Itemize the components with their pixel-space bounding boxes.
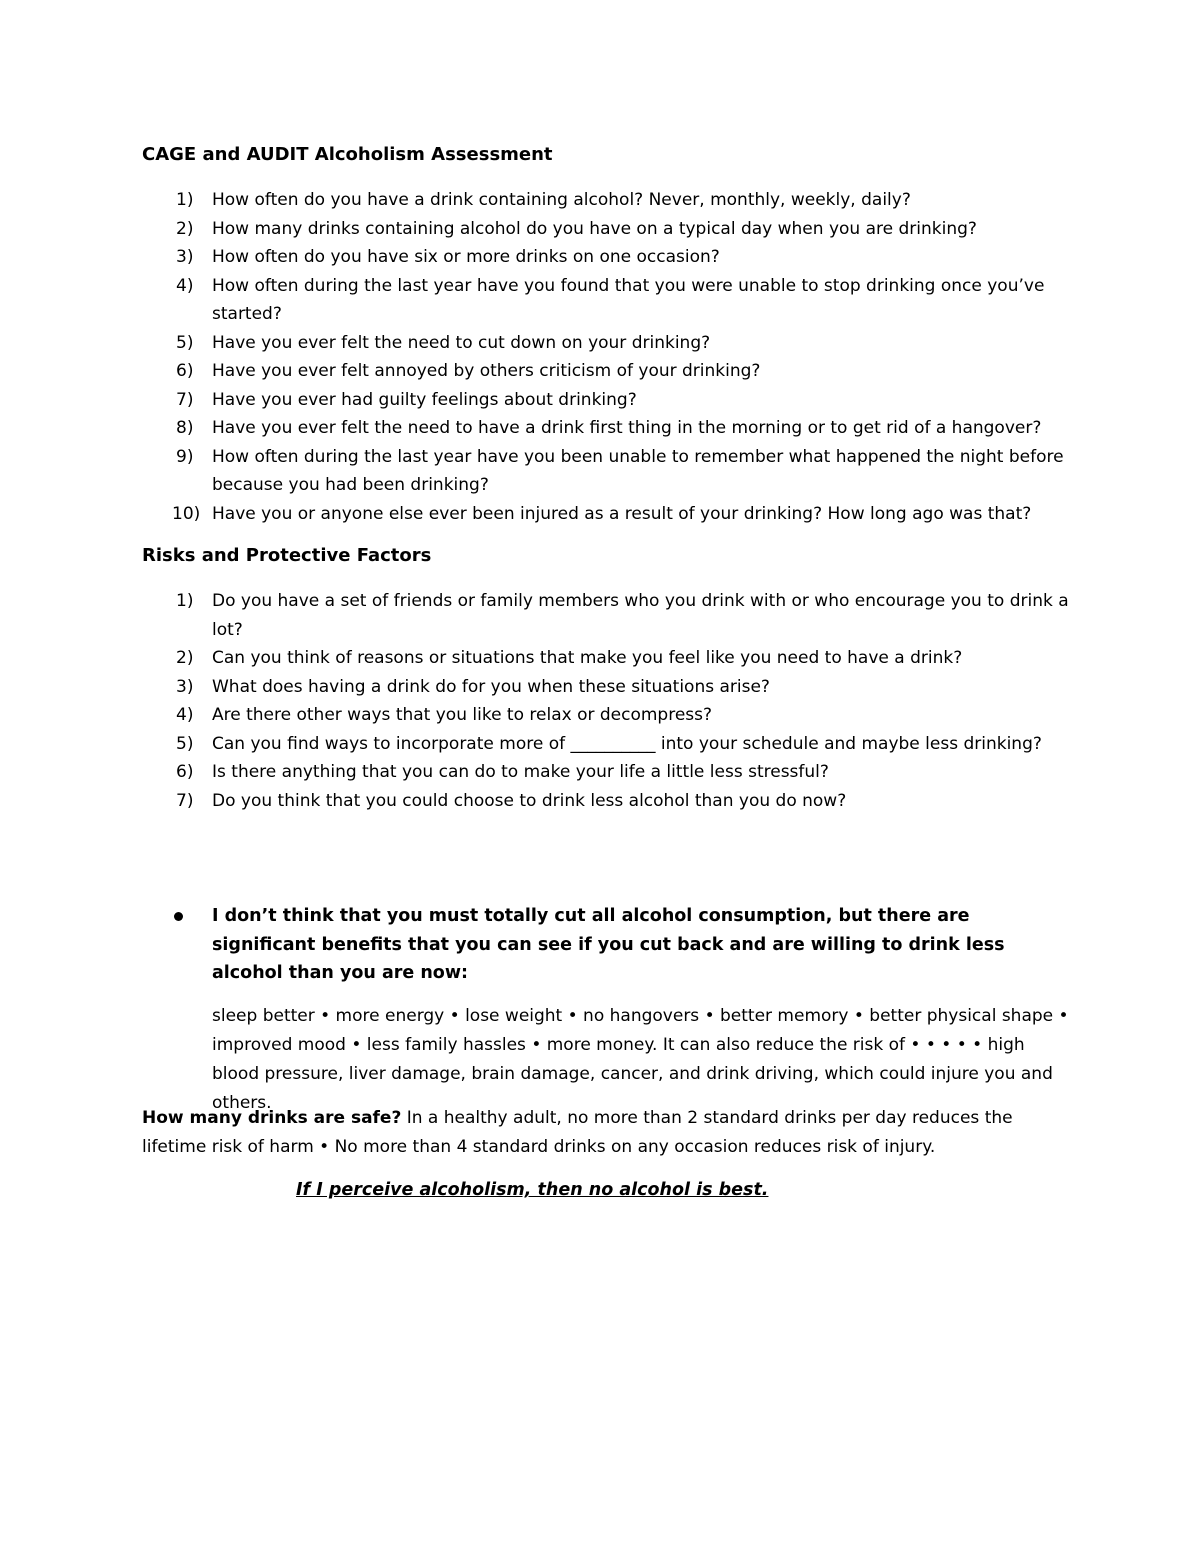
list-item (142, 215, 1072, 244)
list-item (142, 414, 1072, 443)
item-text: How often during the last year have you found that you were unable to stop drinking once you’ve started? (212, 275, 1045, 324)
list-item (142, 701, 1072, 730)
item-number: 2) (176, 648, 194, 668)
list-item (142, 730, 1072, 759)
item-text: How often do you have a drink containing alcohol? Never, monthly, weekly, daily? (212, 190, 911, 210)
safe-drinks-paragraph (142, 1104, 1052, 1161)
list-item (142, 500, 1072, 529)
closing-statement: If I perceive alcoholism, then no alcohol is best. (296, 1180, 769, 1200)
list-item (142, 329, 1072, 358)
item-number: 7) (176, 389, 194, 410)
list-item (142, 644, 1072, 673)
benefits-body: sleep better • more energy • lose weight • no hangovers • better memory • better physical shape • improved mood • less family hassles • more money. It can also reduce the risk of • • • • • high blood pressure, liver damage, brain damage, cancer, and drink driving, which could injure you and others. (212, 1005, 1069, 1113)
item-text: How many drinks containing alcohol do you have on a typical day when you are drinking? (212, 218, 977, 239)
risk-question-list (142, 587, 1072, 815)
item-text: Have you ever felt annoyed by others criticism of your drinking? (212, 361, 761, 381)
item-text: Have you ever felt the need to have a drink first thing in the morning or to get rid of a hangover? (212, 418, 1042, 438)
item-number: 8) (176, 418, 194, 438)
list-item (142, 186, 1072, 215)
item-text: How often during the last year have you been unable to remember what happened the night before because you had been drinking? (212, 446, 1064, 495)
list-item (142, 673, 1072, 702)
safe-drinks-answer: In a healthy adult, no more than 2 standard drinks per day reduces the lifetime risk of harm • No more than 4 standard drinks on any occasion reduces risk of injury. (142, 1108, 1013, 1157)
item-number: 7) (176, 790, 194, 811)
list-item (142, 386, 1072, 415)
item-text: Have you ever had guilty feelings about drinking? (212, 389, 637, 410)
item-text: Are there other ways that you like to relax or decompress? (212, 705, 713, 725)
item-number: 3) (176, 247, 194, 267)
item-text: Have you ever felt the need to cut down on your drinking? (212, 332, 711, 353)
item-number: 6) (176, 361, 194, 381)
item-text: How often do you have six or more drinks on one occasion? (212, 247, 720, 267)
list-item (142, 272, 1072, 329)
item-number: 1) (176, 190, 194, 210)
item-number: 5) (176, 733, 194, 754)
document-title: CAGE and AUDIT Alcoholism Assessment (142, 144, 553, 165)
list-item (142, 357, 1072, 386)
item-text: Have you or anyone else ever been injured as a result of your drinking? How long ago was that? (212, 503, 1032, 524)
benefits-headline: I don’t think that you must totally cut all alcohol consumption, but there are significant benefits that you can see if you cut back and are willing to drink less alcohol than you are now: (212, 906, 1005, 983)
section-heading-risks: Risks and Protective Factors (142, 545, 432, 566)
list-item (142, 758, 1072, 787)
item-number: 2) (176, 218, 194, 239)
list-item (142, 243, 1072, 272)
item-text: Do you think that you could choose to drink less alcohol than you do now? (212, 790, 847, 811)
item-text: Is there anything that you can do to make your life a little less stressful? (212, 762, 829, 782)
item-text: Can you think of reasons or situations that make you feel like you need to have a drink? (212, 648, 963, 668)
item-number: 9) (176, 446, 194, 467)
safe-drinks-question: How many drinks are safe? (142, 1108, 402, 1128)
item-number: 5) (176, 332, 194, 353)
item-number: 6) (176, 762, 194, 782)
benefits-bullet (142, 902, 1072, 1118)
bullet-icon (174, 912, 183, 921)
item-text: Can you find ways to incorporate more of __________ into your schedule and maybe less drinking? (212, 733, 1042, 754)
item-number: 10) (172, 503, 201, 524)
benefits-headline-row (142, 902, 1072, 988)
audit-question-list (142, 186, 1072, 528)
list-item (142, 587, 1072, 644)
item-text: Do you have a set of friends or family members who you drink with or who encourage you to drink a lot? (212, 591, 1069, 640)
item-number: 4) (176, 705, 194, 725)
list-item (142, 787, 1072, 816)
item-text: What does having a drink do for you when these situations arise? (212, 676, 770, 697)
item-number: 1) (176, 591, 194, 611)
list-item (142, 443, 1072, 500)
item-number: 3) (176, 676, 194, 697)
item-number: 4) (176, 275, 194, 296)
